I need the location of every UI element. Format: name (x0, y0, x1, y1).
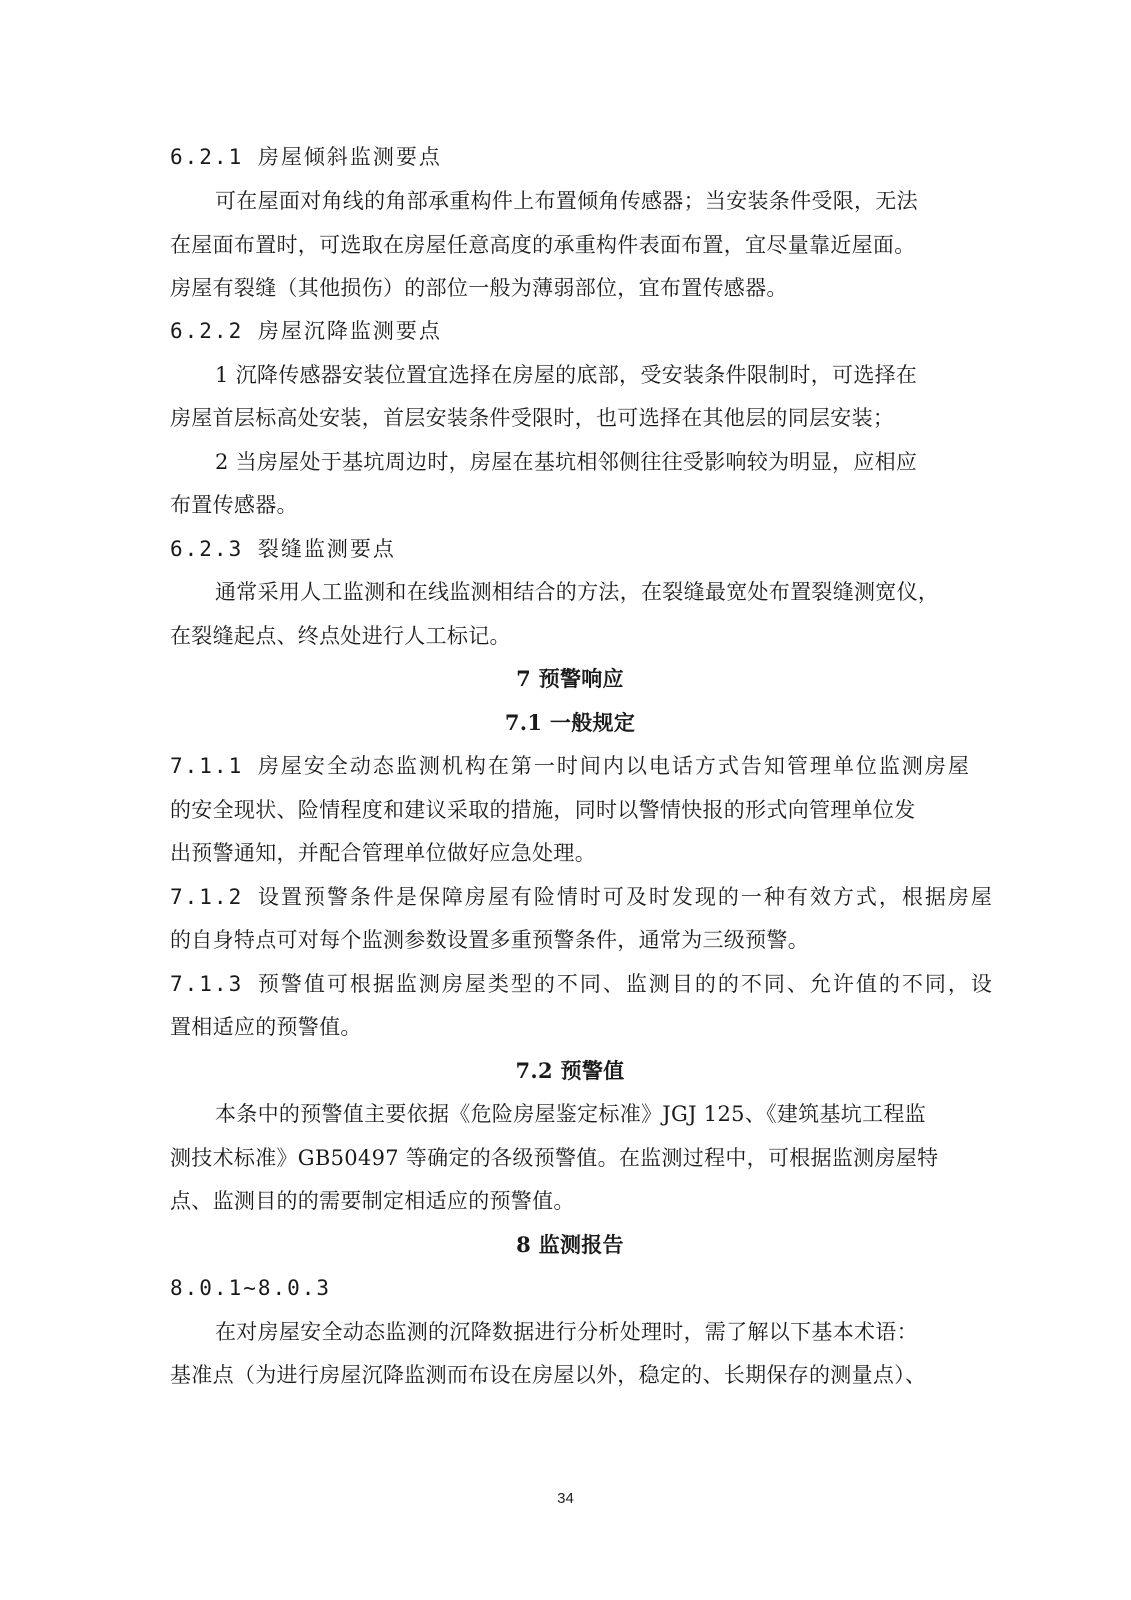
paragraph-line: 2 当房屋处于基坑周边时，房屋在基坑相邻侧往往受影响较为明显，应相应 (215, 450, 918, 474)
paragraph-line: 可在屋面对角线的角部承重构件上布置倾角传感器；当安装条件受限，无法 (215, 189, 918, 213)
page-number: 34 (557, 1490, 574, 1507)
paragraph-line: 的自身特点可对每个监测参数设置多重预警条件，通常为三级预警。 (170, 928, 809, 952)
clause-7-1-1: 7.1.1 房屋安全动态监测机构在第一时间内以电话方式告知管理单位监测房屋 (170, 754, 971, 778)
paragraph-line: 通常采用人工监测和在线监测相结合的方法，在裂缝最宽处布置裂缝测宽仪， (215, 580, 940, 604)
paragraph-line: 测技术标准》GB50497 等确定的各级预警值。在监测过程中，可根据监测房屋特 (170, 1146, 939, 1170)
paragraph-line: 基准点（为进行房屋沉降监测而布设在房屋以外，稳定的、长期保存的测量点）、 (170, 1363, 927, 1387)
section-heading-7-2: 7.2 预警值 (515, 1058, 625, 1083)
paragraph-line: 布置传感器。 (170, 493, 298, 517)
clause-8-0-1: 8.0.1~8.0.3 (170, 1276, 332, 1300)
paragraph-line: 在对房屋安全动态监测的沉降数据进行分析处理时，需了解以下基本术语： (215, 1320, 918, 1344)
chapter-heading-7: 7 预警响应 (516, 666, 624, 691)
paragraph-line: 在裂缝起点、终点处进行人工标记。 (170, 624, 511, 648)
paragraph-line: 本条中的预警值主要依据《危险房屋鉴定标准》JGJ 125、《建筑基坑工程监 (215, 1102, 926, 1126)
paragraph-line: 出预警通知，并配合管理单位做好应急处理。 (170, 841, 596, 865)
paragraph-line: 房屋首层标高处安装，首层安装条件受限时，也可选择在其他层的同层安装； (170, 406, 895, 430)
section-heading-7-1: 7.1 一般规定 (504, 710, 636, 735)
paragraph-line: 的安全现状、险情程度和建议采取的措施，同时以警情快报的形式向管理单位发 (170, 798, 916, 822)
paragraph-line: 房屋有裂缝（其他损伤）的部位一般为薄弱部位，宜布置传感器。 (170, 276, 788, 300)
clause-7-1-2: 7.1.2 设置预警条件是保障房屋有险情时可及时发现的一种有效方式，根据房屋 (170, 885, 994, 909)
paragraph-line: 点、监测目的的需要制定相适应的预警值。 (170, 1189, 575, 1213)
section-heading-6-2-1: 6.2.1 房屋倾斜监测要点 (170, 145, 442, 169)
section-heading-6-2-3: 6.2.3 裂缝监测要点 (170, 537, 396, 561)
paragraph-line: 置相适应的预警值。 (170, 1015, 362, 1039)
paragraph-line: 在屋面布置时，可选取在房屋任意高度的承重构件表面布置，宜尽量靠近屋面。 (170, 233, 916, 257)
chapter-heading-8: 8 监测报告 (516, 1232, 624, 1257)
clause-7-1-3: 7.1.3 预警值可根据监测房屋类型的不同、监测目的的不同、允许值的不同，设 (170, 972, 994, 996)
paragraph-line: 1 沉降传感器安装位置宜选择在房屋的底部，受安装条件限制时，可选择在 (215, 363, 918, 387)
section-heading-6-2-2: 6.2.2 房屋沉降监测要点 (170, 319, 442, 343)
